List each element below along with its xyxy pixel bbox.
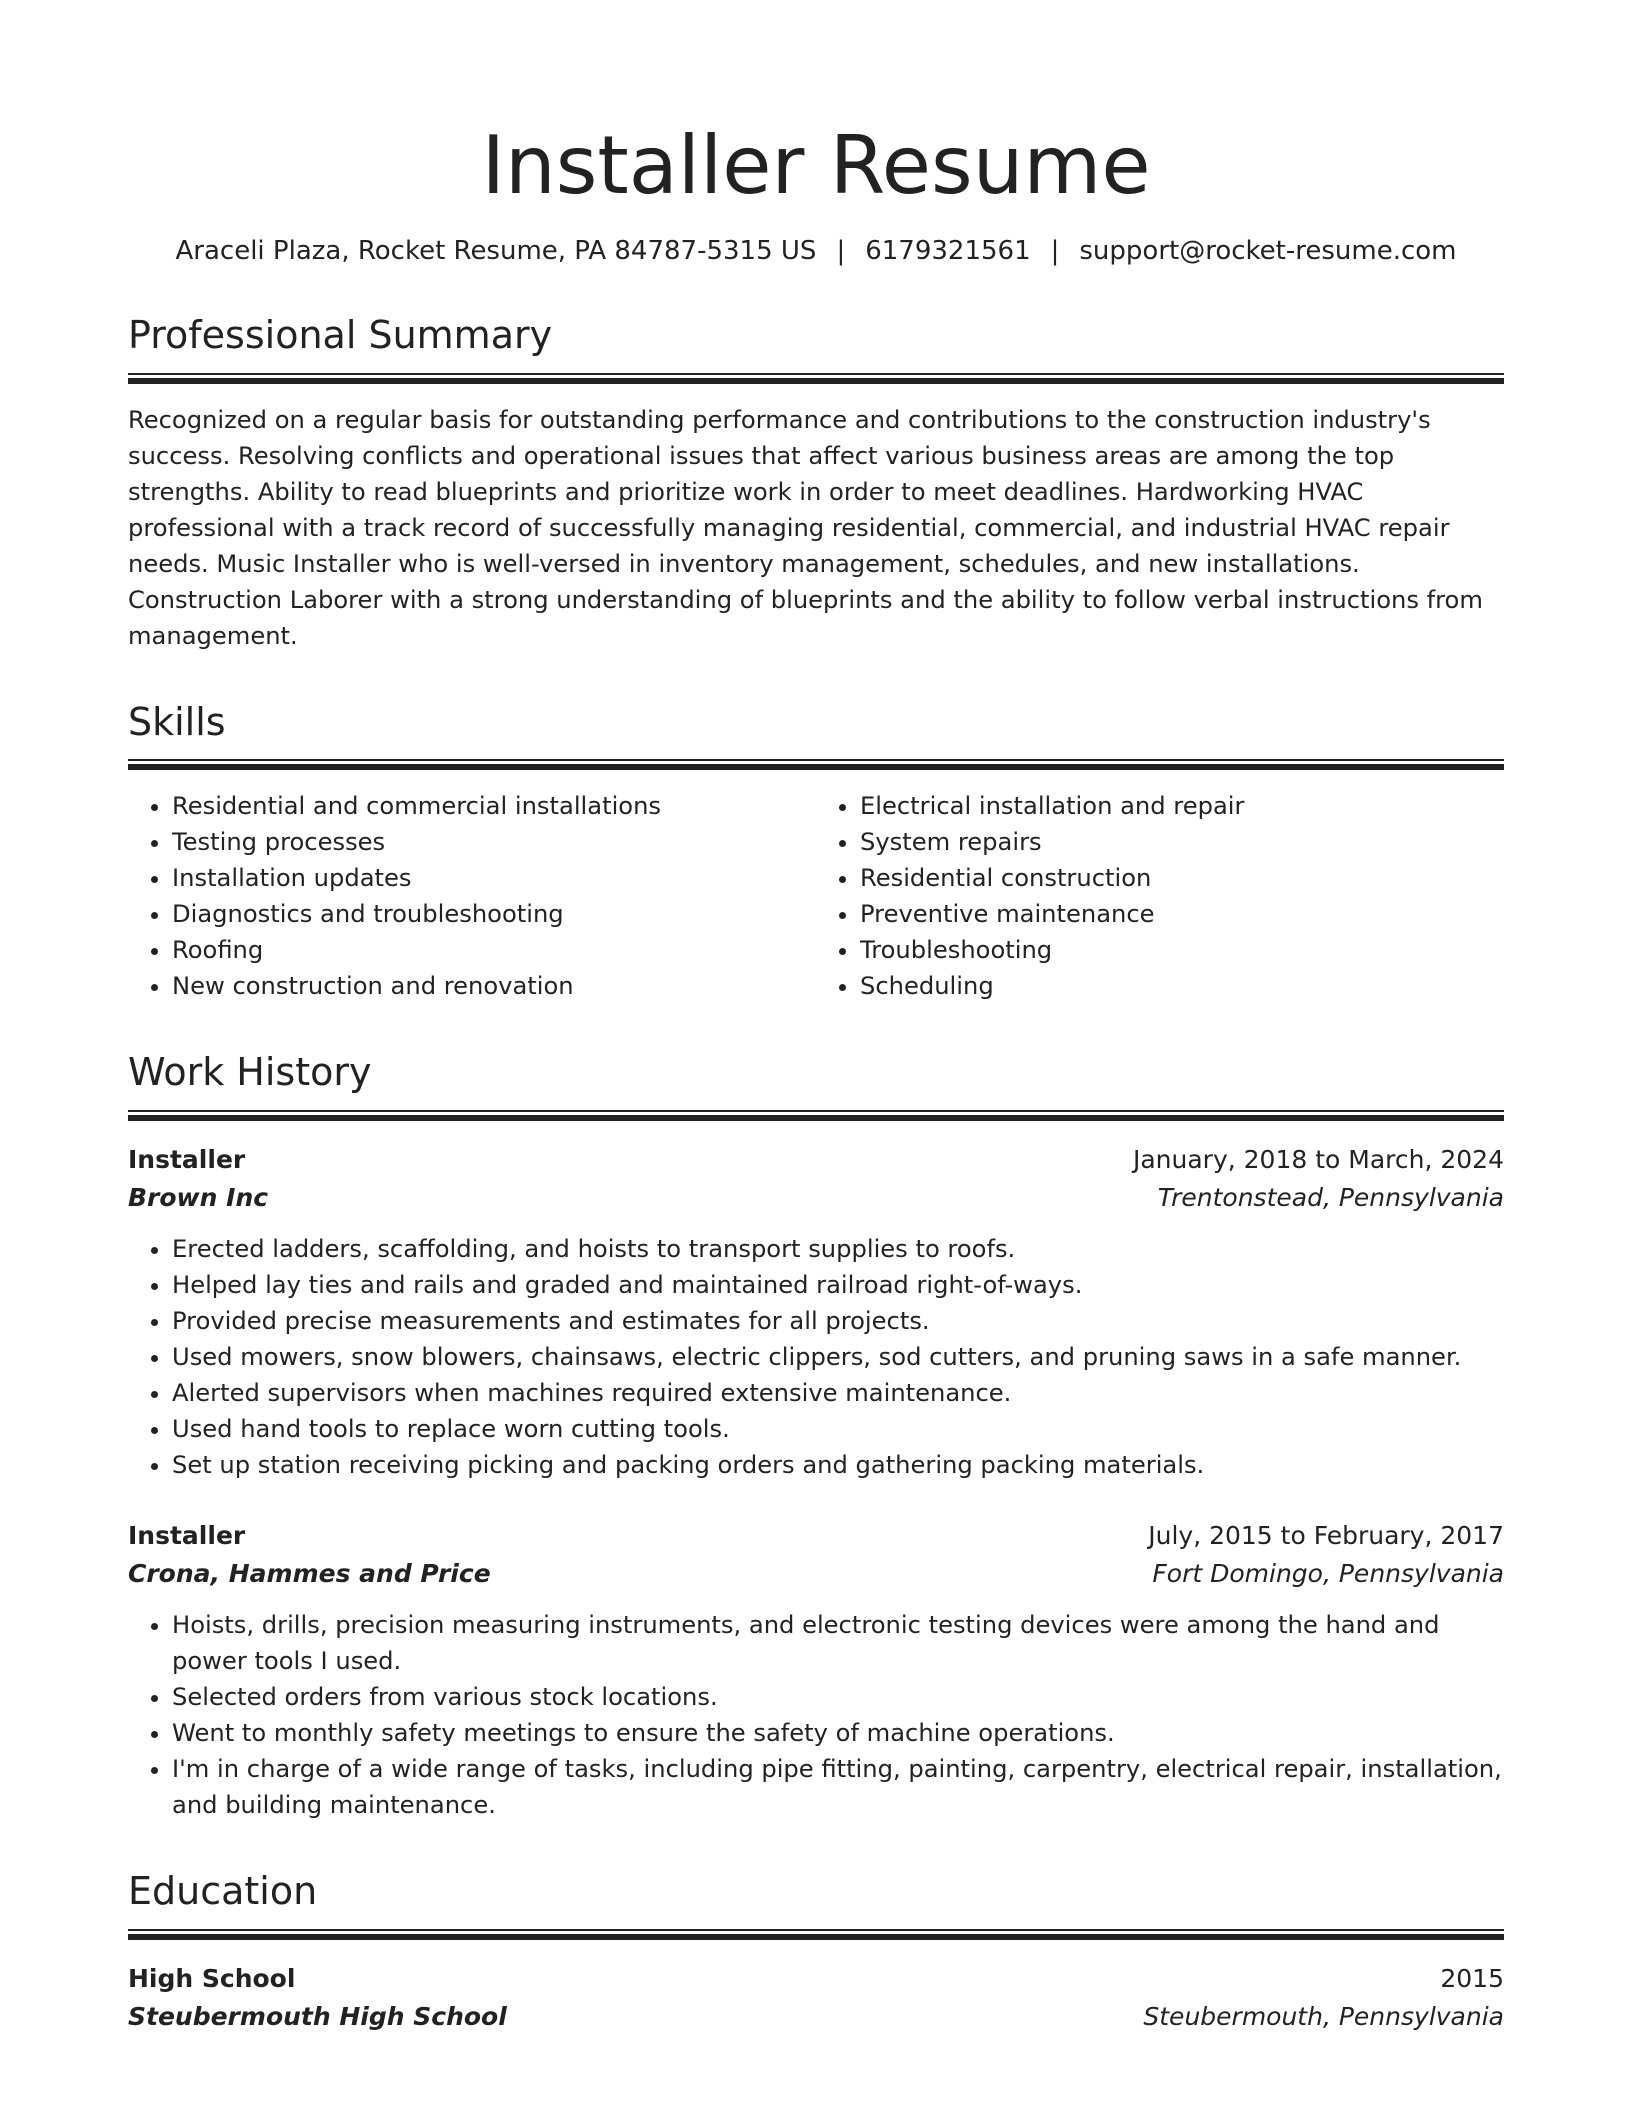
skills-list-right: [816, 788, 1504, 1004]
education-school-row: [128, 1998, 1504, 2036]
job-location: Fort Domingo, Pennsylvania: [1152, 1558, 1504, 1588]
skill-item: • Electrical installation and repair: [860, 788, 1504, 824]
education-section: [128, 1869, 1504, 2036]
education-location: Steubermouth, Pennsylvania: [1143, 2001, 1504, 2031]
job-dates: July, 2015 to February, 2017: [1148, 1520, 1504, 1550]
job-bullet: • Went to monthly safety meetings to ensure the safety of machine operations.: [172, 1715, 1504, 1751]
job-bullet: • Erected ladders, scaffolding, and hoists to transport supplies to roofs.: [172, 1231, 1504, 1267]
job-bullet: • Set up station receiving picking and packing orders and gathering packing materials.: [172, 1447, 1504, 1483]
skill-item: • Diagnostics and troubleshooting: [172, 896, 816, 932]
job-bullets: [128, 1231, 1504, 1483]
job-entry: [128, 1517, 1504, 1823]
job-company-row: [128, 1179, 1504, 1217]
education-degree: High School: [128, 1963, 296, 1993]
job-bullet: • Alerted supervisors when machines required extensive maintenance.: [172, 1375, 1504, 1411]
section-divider: [128, 373, 1504, 384]
job-bullet: • Provided precise measurements and estimates for all projects.: [172, 1303, 1504, 1339]
phone: 6179321561: [865, 236, 1031, 266]
job-company: Brown Inc: [128, 1182, 269, 1212]
skill-item: • Roofing: [172, 932, 816, 968]
email: support@rocket-resume.com: [1079, 236, 1457, 266]
job-title: Installer: [128, 1520, 246, 1550]
job-dates: January, 2018 to March, 2024: [1132, 1144, 1504, 1174]
skill-item: • New construction and renovation: [172, 968, 816, 1004]
job-bullet: • I'm in charge of a wide range of tasks, including pipe fitting, painting, carpentry, electrical repair, installation, and building maintenance.: [172, 1751, 1504, 1823]
skill-item: • Testing processes: [172, 824, 816, 860]
education-year: 2015: [1440, 1963, 1504, 1993]
resume-title: Installer Resume: [481, 119, 1151, 212]
skill-item: • System repairs: [860, 824, 1504, 860]
skills-columns: [128, 788, 1504, 1004]
education-entry: [128, 1960, 1504, 2036]
skill-item: • Preventive maintenance: [860, 896, 1504, 932]
education-heading: Education: [128, 1868, 318, 1913]
job-bullet: • Hoists, drills, precision measuring instruments, and electronic testing devices were among the hand and power tools I used.: [172, 1607, 1504, 1679]
address: Araceli Plaza, Rocket Resume, PA 84787-5315 US: [175, 236, 817, 266]
section-divider: [128, 1929, 1504, 1940]
job-title: Installer: [128, 1144, 246, 1174]
summary-section: [128, 313, 1504, 654]
summary-text: Recognized on a regular basis for outstanding performance and contributions to the construction industry's success. Resolving conflicts and operational issues that affect various business areas are among the top strengths. Ability to read blueprints and prioritize work in order to meet deadlines. Hardworking HVAC professional with a track record of successfully managing residential, commercial, and industrial HVAC repair needs. Music Installer who is well-versed in inventory management, schedules, and new installations. Construction Laborer with a strong understanding of blueprints and the ability to follow verbal instructions from management.: [128, 405, 1483, 650]
job-entry: [128, 1141, 1504, 1483]
education-school: Steubermouth High School: [128, 2001, 507, 2031]
skill-item: • Scheduling: [860, 968, 1504, 1004]
section-divider: [128, 1110, 1504, 1121]
job-location: Trentonstead, Pennsylvania: [1157, 1182, 1504, 1212]
skill-item: • Troubleshooting: [860, 932, 1504, 968]
education-header-row: [128, 1960, 1504, 1998]
skills-section: [128, 700, 1504, 1005]
job-company-row: [128, 1555, 1504, 1593]
job-bullet: • Used hand tools to replace worn cutting tools.: [172, 1411, 1504, 1447]
job-bullet: • Used mowers, snow blowers, chainsaws, electric clippers, sod cutters, and pruning saws in a safe manner.: [172, 1339, 1504, 1375]
skill-item: • Residential construction: [860, 860, 1504, 896]
summary-heading: Professional Summary: [128, 313, 553, 358]
skills-heading: Skills: [128, 699, 226, 744]
job-header-row: [128, 1141, 1504, 1179]
job-bullet: • Helped lay ties and rails and graded and maintained railroad right-of-ways.: [172, 1267, 1504, 1303]
contact-line: [128, 236, 1504, 267]
job-header-row: [128, 1517, 1504, 1555]
skill-item: • Installation updates: [172, 860, 816, 896]
section-divider: [128, 759, 1504, 770]
job-bullet: • Selected orders from various stock locations.: [172, 1679, 1504, 1715]
work-history-section: [128, 1050, 1504, 1823]
contact-separator: |: [1050, 236, 1060, 266]
work-history-heading: Work History: [128, 1050, 372, 1095]
job-bullets: [128, 1607, 1504, 1823]
contact-separator: |: [836, 236, 846, 266]
job-company: Crona, Hammes and Price: [128, 1558, 491, 1588]
skill-item: • Residential and commercial installations: [172, 788, 816, 824]
skills-list-left: [128, 788, 816, 1004]
